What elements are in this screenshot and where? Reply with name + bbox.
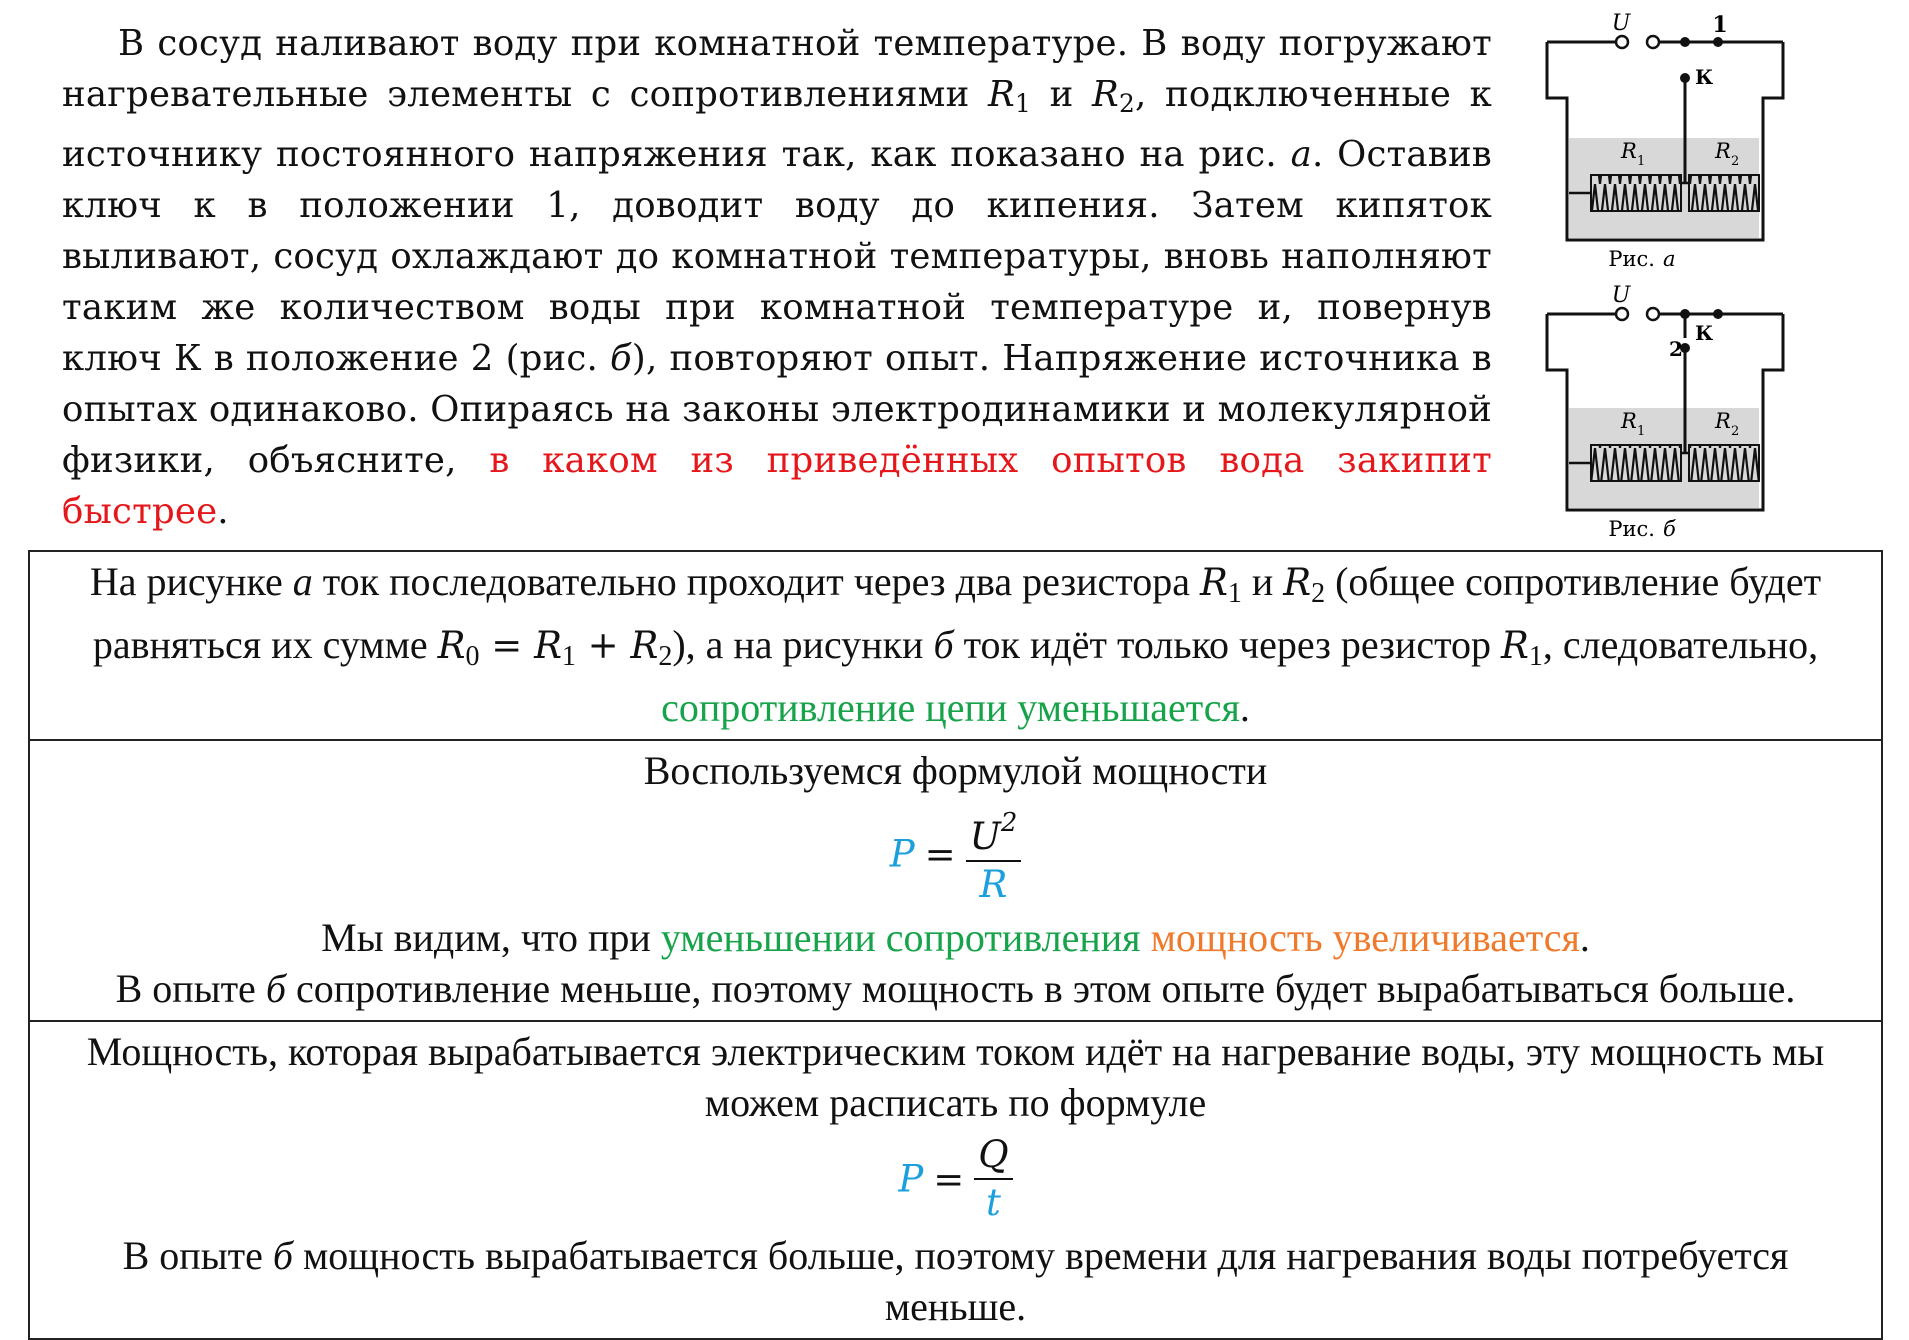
text: В опыте	[115, 966, 266, 1012]
text: (общее сопротивление будет равняться их сумме	[92, 559, 1822, 667]
node-a	[1680, 37, 1690, 47]
equals-sign: =	[479, 624, 535, 667]
text-line	[56, 912, 1855, 963]
text: ток идёт только через резистор	[953, 622, 1502, 667]
resistor-r2-b	[1689, 445, 1759, 481]
r1-symbol: R	[988, 74, 1015, 115]
subscript: 1	[1528, 641, 1543, 672]
solution-step-1	[30, 552, 1881, 739]
figure-b-ref: б	[265, 966, 286, 1012]
r1-symbol: R	[1501, 624, 1529, 667]
period: .	[217, 491, 229, 533]
label-r1-b: R	[1621, 409, 1637, 433]
space	[1141, 915, 1151, 960]
problem-text-part: . Оставив ключ к в положении 1, доводит воду до кипения. Затем кипяток выливают, сосуд охлаждают до комнатной температуры, вновь наполняют таким же количеством воды при комнатной температуре и, повернув ключ К в положение 2 (рис.	[62, 134, 1492, 380]
resistance-symbol: R	[979, 863, 1008, 907]
r2-symbol: R	[1283, 561, 1312, 604]
figure-a-ref: а	[1290, 134, 1312, 176]
fraction	[966, 800, 1022, 908]
label-u-b: U	[1611, 283, 1631, 308]
r1-symbol: R	[1199, 561, 1228, 604]
heat-symbol: Q	[974, 1132, 1012, 1180]
r1-symbol: R	[534, 624, 562, 667]
subscript: 0	[465, 641, 480, 672]
caption-letter-a: а	[1663, 247, 1676, 271]
terminal-a-left	[1616, 36, 1628, 48]
r1-subscript: 1	[1014, 89, 1031, 119]
label-pos-b: 2	[1669, 337, 1683, 361]
solution-step-3	[30, 1020, 1881, 1338]
r2-subscript: 2	[1118, 89, 1135, 119]
r2-symbol: R	[630, 624, 659, 667]
circuit-figures	[1545, 8, 1785, 543]
caption-a: Рис.	[1608, 247, 1655, 271]
r0-symbol: R	[437, 624, 466, 667]
figure-b	[1547, 283, 1783, 541]
switch-pos1-a	[1713, 37, 1723, 47]
label-r2-b: R	[1715, 409, 1731, 433]
text: ток последовательно проходит через два резистора	[312, 559, 1200, 604]
node-b-right	[1713, 309, 1723, 319]
terminal-b-left	[1616, 308, 1628, 320]
voltage-symbol: U	[969, 815, 1001, 859]
power-symbol: P	[889, 832, 915, 876]
fraction	[974, 1132, 1012, 1226]
text: Мы видим, что при	[321, 915, 661, 961]
label-pos-a: 1	[1712, 12, 1728, 38]
subscript: 2	[1311, 578, 1326, 609]
text: Мощность, которая вырабатывается электрическим током идёт на нагревание воды, эту мощность мы можем расписать по формуле	[86, 1029, 1825, 1126]
exponent: 2	[1000, 808, 1018, 838]
terminal-a-right	[1647, 36, 1659, 48]
figure-b-ref: б	[272, 1233, 293, 1279]
label-k-b: К	[1695, 321, 1714, 345]
solution-table	[28, 550, 1883, 1340]
conjunction: и	[1030, 74, 1093, 115]
text: ), а на рисунки	[672, 622, 934, 667]
text: Воспользуемся формулой мощности	[643, 748, 1268, 793]
resistor-r1-b	[1591, 445, 1681, 481]
solution-step-2	[30, 739, 1881, 1020]
text: В опыте	[122, 1233, 273, 1279]
text: На рисунке	[89, 559, 293, 604]
caption-letter-b: б	[1663, 517, 1676, 541]
problem-text-part: ), повторяют опыт. Напряжение источника в опытах одинаково. Опираясь на законы электродинамики и молекулярной физики, объясните,	[62, 338, 1492, 482]
problem-text	[62, 18, 1492, 537]
text: , следовательно,	[1542, 622, 1819, 667]
time-symbol: t	[986, 1181, 1001, 1225]
circuit-diagrams	[1545, 8, 1785, 543]
label-r2-a: R	[1715, 139, 1731, 163]
highlighted-question: в каком из приведённых опытов вода закипит быстрее	[62, 440, 1492, 533]
text: и	[1241, 559, 1284, 604]
figure-a	[1547, 11, 1783, 271]
label-u-a: U	[1611, 11, 1631, 36]
subscript: 2	[658, 641, 673, 672]
caption-b: Рис.	[1608, 517, 1655, 541]
text-line	[56, 1230, 1855, 1332]
figure-a-ref: а	[292, 559, 313, 604]
power-symbol: P	[898, 1157, 924, 1201]
highlight-decrease-resistance: уменьшении сопротивления	[660, 915, 1141, 961]
figure-b-ref: б	[610, 338, 632, 380]
power-formula-voltage	[56, 800, 1855, 908]
label-k-a: К	[1695, 65, 1714, 89]
label-r2-sub-a: 2	[1731, 154, 1740, 169]
highlight-resistance-decreases: сопротивление цепи уменьшается	[661, 685, 1240, 730]
numerator	[966, 800, 1022, 862]
equals-sign: =	[924, 832, 956, 876]
terminal-b-right	[1647, 308, 1659, 320]
plus-sign: +	[575, 624, 631, 667]
label-r1-sub-b: 1	[1637, 424, 1646, 439]
switch-k-a	[1680, 73, 1690, 83]
problem-text-part: , подключенные к источнику постоянного напряжения так, как показано на рис.	[62, 74, 1492, 176]
subscript: 1	[561, 641, 576, 672]
resistor-r1-a	[1591, 175, 1681, 211]
resistor-r2-a	[1689, 175, 1759, 211]
period: .	[1239, 685, 1250, 730]
text: сопротивление меньше, поэтому мощность в этом опыте будет вырабатываться больше.	[285, 966, 1796, 1012]
period: .	[1579, 915, 1590, 961]
figure-b-ref: б	[933, 622, 954, 667]
r2-symbol: R	[1092, 74, 1119, 115]
subscript: 1	[1227, 578, 1242, 609]
text: мощность вырабатывается больше, поэтому времени для нагревания воды потребуется меньше.	[292, 1233, 1789, 1330]
label-r1-sub-a: 1	[1637, 154, 1646, 169]
label-r2-sub-b: 2	[1731, 424, 1740, 439]
highlight-power-increases: мощность увеличивается	[1150, 915, 1580, 961]
label-r1-a: R	[1621, 139, 1637, 163]
text-line	[56, 963, 1855, 1014]
equals-sign: =	[933, 1157, 965, 1201]
problem-text-part: В сосуд наливают воду при комнатной температуре. В воду погружают нагревательные элементы с сопротивлениями	[62, 23, 1492, 115]
power-formula-heat	[56, 1132, 1855, 1226]
